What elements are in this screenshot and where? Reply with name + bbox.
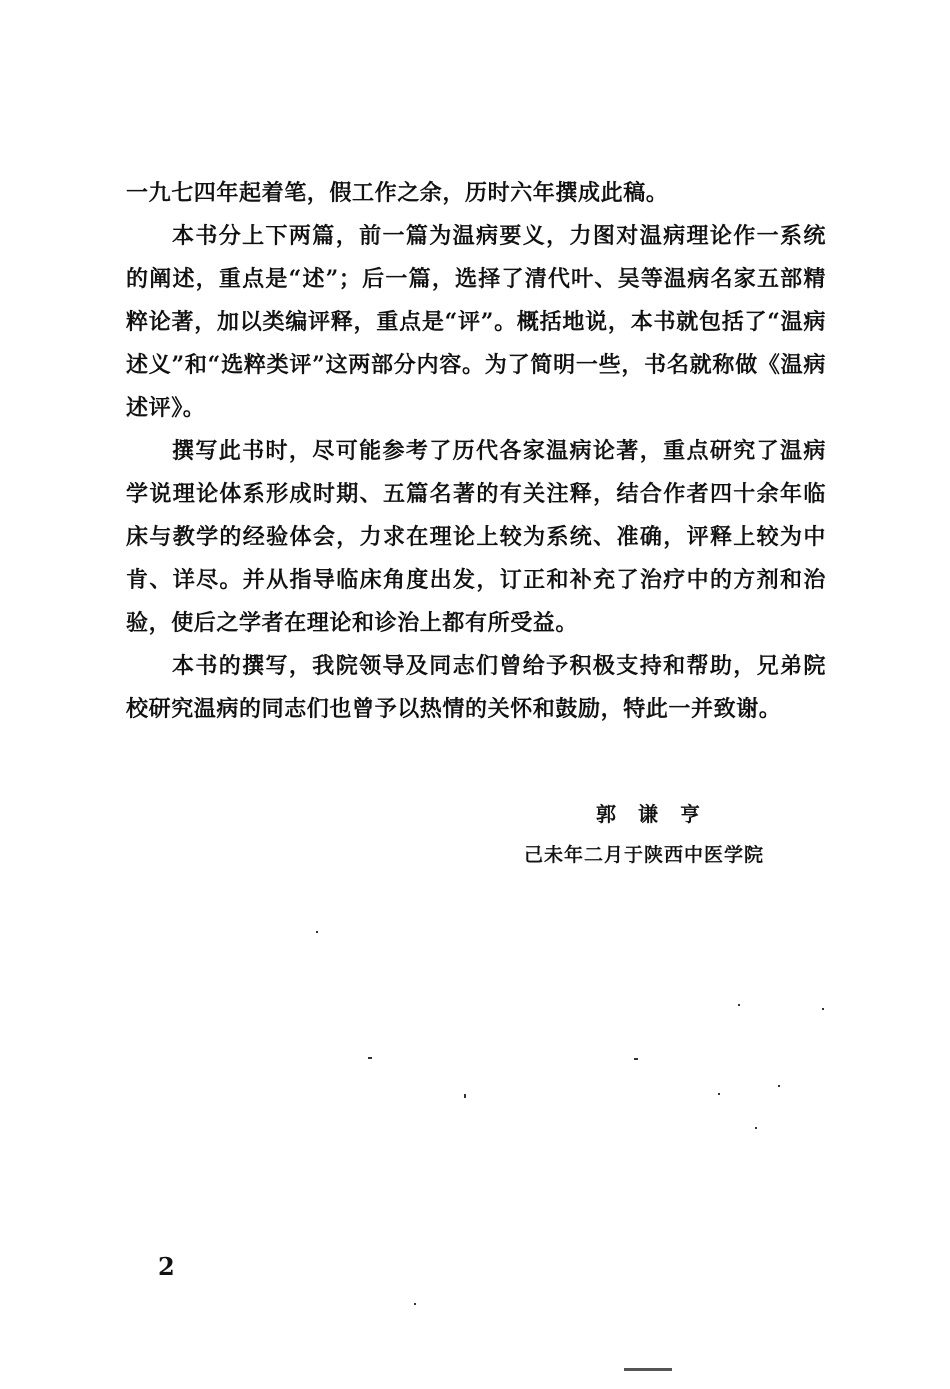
scan-speck bbox=[368, 1057, 372, 1059]
paragraph-continuation: 一九七四年起着笔，假工作之余，历时六年撰成此稿。 bbox=[126, 180, 669, 206]
scan-speck bbox=[718, 1093, 720, 1095]
scan-speck bbox=[778, 1085, 780, 1087]
scan-speck bbox=[738, 1004, 740, 1006]
scan-speck bbox=[822, 1008, 824, 1010]
paragraph: 本书分上下两篇，前一篇为温病要义，力图对温病理论作一系统的阐述，重点是“述”；后一篇，选择了清代叶、吴等温病名家五部精粹论著，加以类编评释，重点是“评”。概括地说，本书就包括了“温病述义”和“选粹类评”这两部分内容。为了简明一些，书名就称做《温病述评》。 bbox=[126, 223, 826, 421]
scan-speck bbox=[414, 1303, 416, 1305]
preface-body bbox=[126, 172, 826, 731]
paragraph: 撰写此书时，尽可能参考了历代各家温病论著，重点研究了温病学说理论体系形成时期、五篇名著的有关注释，结合作者四十余年临床与教学的经验体会，力求在理论上较为系统、准确，评释上较为中肯、详尽。并从指导临床角度出发，订正和补充了治疗中的方剂和治验，使后之学者在理论和诊治上都有所受益。 bbox=[126, 438, 826, 636]
page-number: 2 bbox=[158, 1252, 175, 1281]
scan-speck bbox=[634, 1058, 638, 1060]
scan-speck bbox=[624, 1368, 672, 1371]
scan-speck bbox=[316, 931, 318, 933]
paragraph: 本书的撰写，我院领导及同志们曾给予积极支持和帮助，兄弟院校研究温病的同志们也曾予以热情的关怀和鼓励，特此一并致谢。 bbox=[126, 653, 826, 722]
date-place-line: 己未年二月于陕西中医学院 bbox=[524, 844, 765, 866]
scan-speck bbox=[755, 1127, 757, 1129]
author-name: 郭谦亨 bbox=[596, 802, 722, 826]
scan-speck bbox=[464, 1094, 466, 1098]
